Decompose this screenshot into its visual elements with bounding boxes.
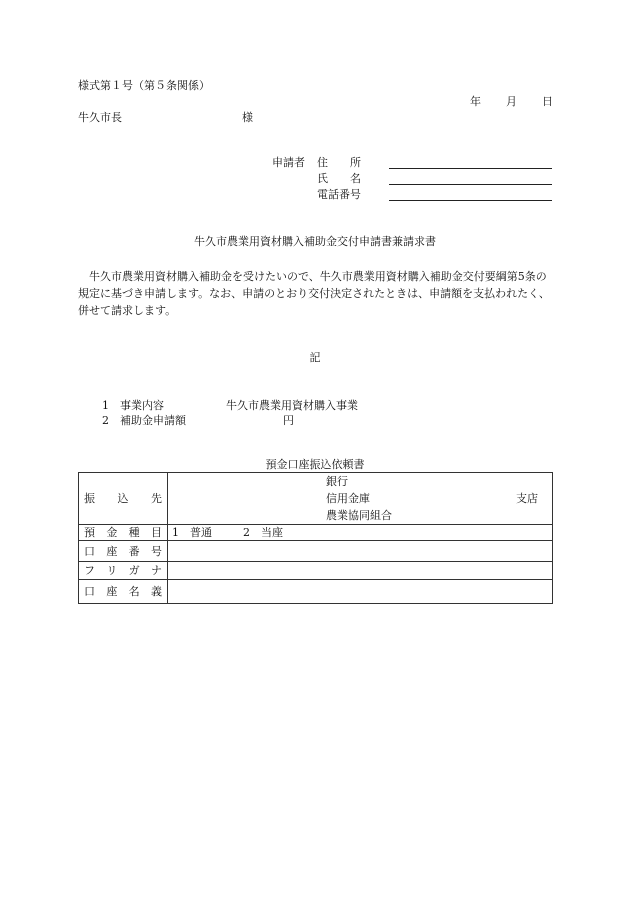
item-2-value: 円 [283,414,294,427]
label-char: 目 [150,526,162,539]
applicant-address-label: 住 所 [317,156,361,169]
furigana-cell[interactable] [168,562,553,580]
bank-table-caption: 預金口座振込依頼書 [265,458,365,471]
item-1-label: 事業内容 [120,399,164,412]
date-month-label: 月 [506,95,517,108]
account-type-cell[interactable] [168,525,553,541]
item-1-number: 1 [102,399,109,412]
label-char: 預 [84,526,95,539]
label-char: ガ [128,564,140,578]
label-char: 込 [117,491,129,505]
account-holder-cell[interactable] [168,580,553,604]
account-type-ordinary[interactable]: 1 普通 [172,526,212,539]
financial-institution-types [326,473,392,524]
branch-label: 支店 [516,491,538,505]
label-char: リ [106,564,118,578]
addressee-honorific: 様 [242,111,253,124]
furigana-row [79,562,553,580]
account-holder-row [79,580,553,604]
account-holder-label [79,580,168,604]
addressee: 牛久市長 [78,111,122,124]
address-field-line[interactable] [389,168,552,169]
label-char: 振 [84,491,95,505]
form-number: 様式第１号（第５条関係） [78,79,210,92]
label-char: フ [84,564,95,578]
date-year-label: 年 [470,95,481,108]
bank-transfer-table [78,472,553,604]
account-type-row [79,525,553,541]
applicant-name-label: 氏 名 [317,172,361,185]
label-char: 金 [106,526,118,539]
transfer-destination-cell[interactable] [168,473,553,525]
bank-type-shinkin: 信用金庫 [326,492,370,505]
bank-type-ja: 農業協同組合 [326,509,392,522]
label-char: 口 [84,585,95,599]
transfer-destination-row [79,473,553,525]
label-char: 番 [128,544,140,558]
body-text: 牛久市農業用資材購入補助金を受けたいので、牛久市農業用資材購入補助金交付要綱第5条の規定に基づき申請します。なお、申請のとおり交付決定されたときは、申請額を支払われたく、併せて請求します。 [78,270,550,317]
label-char: 名 [128,585,140,599]
label-char: 先 [151,491,162,505]
label-char: 口 [84,544,95,558]
name-field-line[interactable] [389,184,552,185]
account-type-label [79,525,168,541]
furigana-label [79,562,168,580]
label-char: 座 [106,544,118,558]
label-char: ナ [150,564,162,578]
account-number-row [79,541,553,562]
ki-heading: 記 [309,351,321,364]
item-2-number: 2 [102,414,109,427]
label-char: 座 [106,585,118,599]
label-char: 種 [128,526,140,539]
bank-type-bank: 銀行 [326,475,348,488]
item-2-label: 補助金申請額 [120,414,186,427]
phone-field-line[interactable] [389,200,552,201]
applicant-phone-label: 電話番号 [317,188,361,201]
account-number-label [79,541,168,562]
transfer-destination-label [79,473,168,525]
account-number-cell[interactable] [168,541,553,562]
item-1-value: 牛久市農業用資材購入事業 [226,399,358,412]
account-type-checking[interactable]: 2 当座 [243,526,283,539]
date-day-label: 日 [542,95,553,108]
label-char: 義 [150,585,162,599]
body-paragraph [78,268,554,319]
document-title: 牛久市農業用資材購入補助金交付申請書兼請求書 [194,235,436,248]
label-char: 号 [150,544,162,558]
applicant-heading: 申請者 [272,156,305,169]
